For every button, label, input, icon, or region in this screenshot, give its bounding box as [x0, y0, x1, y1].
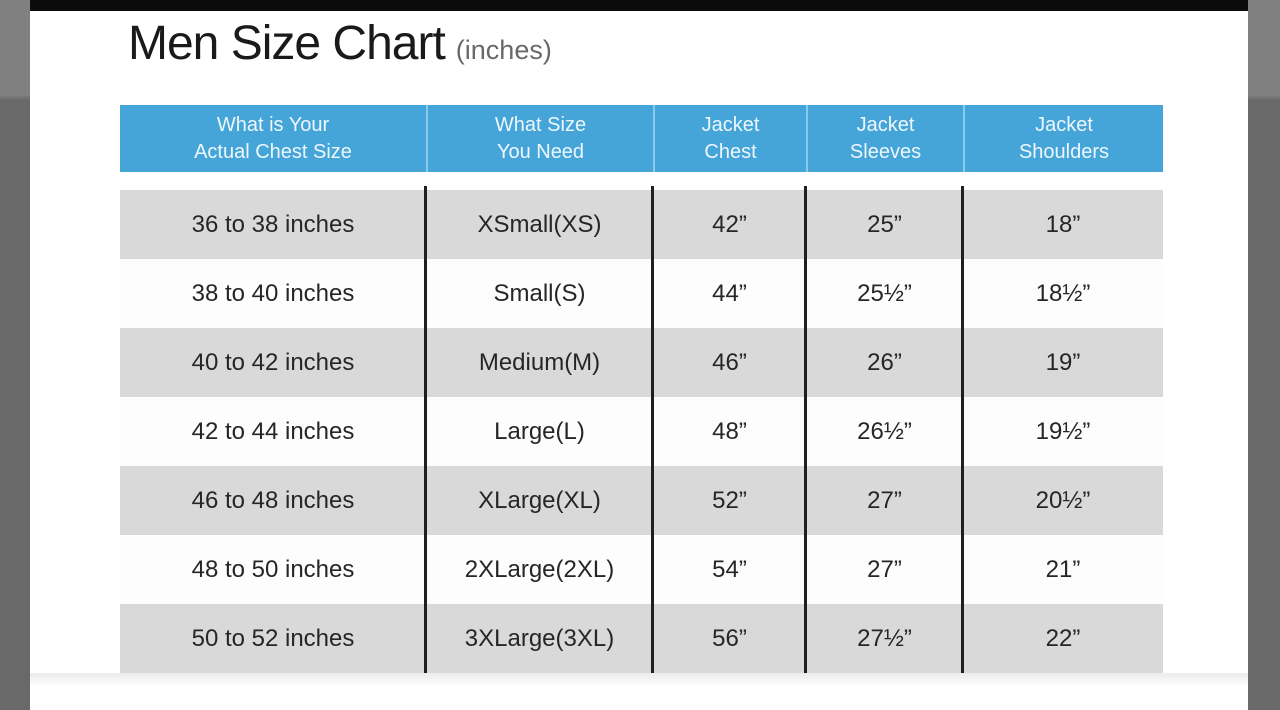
- cell-size-name: XLarge(XL): [478, 486, 601, 514]
- cell-jacket-shoulders: 19”: [1045, 348, 1081, 376]
- cell-jacket-shoulders: 18”: [1045, 210, 1081, 238]
- table-row: [120, 535, 1163, 604]
- cell-size-name: 3XLarge(3XL): [464, 624, 615, 652]
- cell-jacket-shoulders: 21”: [1045, 555, 1081, 583]
- table-row: [120, 466, 1163, 535]
- header-line: What Size: [494, 113, 587, 136]
- top-bezel-bar: [30, 0, 1248, 11]
- cell-jacket-shoulders: 18½”: [1035, 279, 1091, 307]
- cell-jacket-chest: 52”: [712, 486, 747, 514]
- table-header-row: [120, 105, 1163, 172]
- table-body: [120, 190, 1163, 673]
- table-row: [120, 397, 1163, 466]
- cell-chest-range: 50 to 52 inches: [191, 624, 355, 652]
- cell-jacket-sleeves: 26½”: [857, 417, 912, 445]
- cell-jacket-chest: 48”: [712, 417, 747, 445]
- header-line: Sleeves: [849, 140, 922, 163]
- cell-jacket-chest: 56”: [712, 624, 747, 652]
- cell-chest-range: 36 to 38 inches: [191, 210, 355, 238]
- column-divider: [961, 186, 964, 673]
- cell-jacket-sleeves: 25”: [867, 210, 902, 238]
- cell-jacket-chest: 46”: [712, 348, 747, 376]
- cell-jacket-sleeves: 27½”: [857, 624, 912, 652]
- size-chart-table: [120, 105, 1163, 673]
- cell-jacket-sleeves: 27”: [867, 555, 902, 583]
- header-line: What is Your: [216, 113, 330, 136]
- cell-jacket-chest: 54”: [712, 555, 747, 583]
- cell-jacket-sleeves: 26”: [867, 348, 902, 376]
- left-bezel: [0, 0, 30, 710]
- header-line: Jacket: [701, 113, 760, 136]
- cell-chest-range: 48 to 50 inches: [191, 555, 355, 583]
- right-bezel: [1248, 0, 1280, 710]
- header-line: Actual Chest Size: [194, 140, 352, 163]
- header-line: Shoulders: [1018, 140, 1110, 163]
- column-divider: [651, 186, 654, 673]
- header-line: Jacket: [856, 113, 915, 136]
- table-row: [120, 604, 1163, 673]
- page-title: Men Size Chart: [128, 17, 445, 70]
- cell-size-name: Large(L): [494, 417, 585, 445]
- table-row: [120, 259, 1163, 328]
- cell-jacket-sleeves: 27”: [867, 486, 902, 514]
- cell-jacket-shoulders: 22”: [1045, 624, 1081, 652]
- cell-size-name: Medium(M): [478, 348, 601, 376]
- column-divider: [424, 186, 427, 673]
- header-size-you-need: [426, 105, 653, 172]
- cell-chest-range: 38 to 40 inches: [191, 279, 355, 307]
- header-jacket-shoulders: [963, 105, 1163, 172]
- cell-size-name: 2XLarge(2XL): [464, 555, 615, 583]
- table-row: [120, 328, 1163, 397]
- cell-jacket-sleeves: 25½”: [857, 279, 912, 307]
- cell-chest-range: 42 to 44 inches: [191, 417, 355, 445]
- cell-jacket-shoulders: 19½”: [1035, 417, 1091, 445]
- cell-chest-range: 46 to 48 inches: [191, 486, 355, 514]
- column-divider: [804, 186, 807, 673]
- header-jacket-chest: [653, 105, 806, 172]
- cell-size-name: Small(S): [493, 279, 586, 307]
- cell-jacket-chest: 42”: [712, 210, 747, 238]
- cell-chest-range: 40 to 42 inches: [191, 348, 355, 376]
- cell-size-name: XSmall(XS): [477, 210, 602, 238]
- page-title-units: (inches): [455, 35, 552, 65]
- table-bottom-shadow: [30, 673, 1248, 687]
- page-title-block: [128, 16, 552, 71]
- header-jacket-sleeves: [806, 105, 963, 172]
- cell-jacket-shoulders: 20½”: [1035, 486, 1091, 514]
- header-line: Chest: [704, 140, 757, 163]
- table-row: [120, 190, 1163, 259]
- header-line: You Need: [496, 140, 585, 163]
- header-actual-chest-size: [120, 105, 426, 172]
- header-line: Jacket: [1035, 113, 1093, 136]
- cell-jacket-chest: 44”: [712, 279, 747, 307]
